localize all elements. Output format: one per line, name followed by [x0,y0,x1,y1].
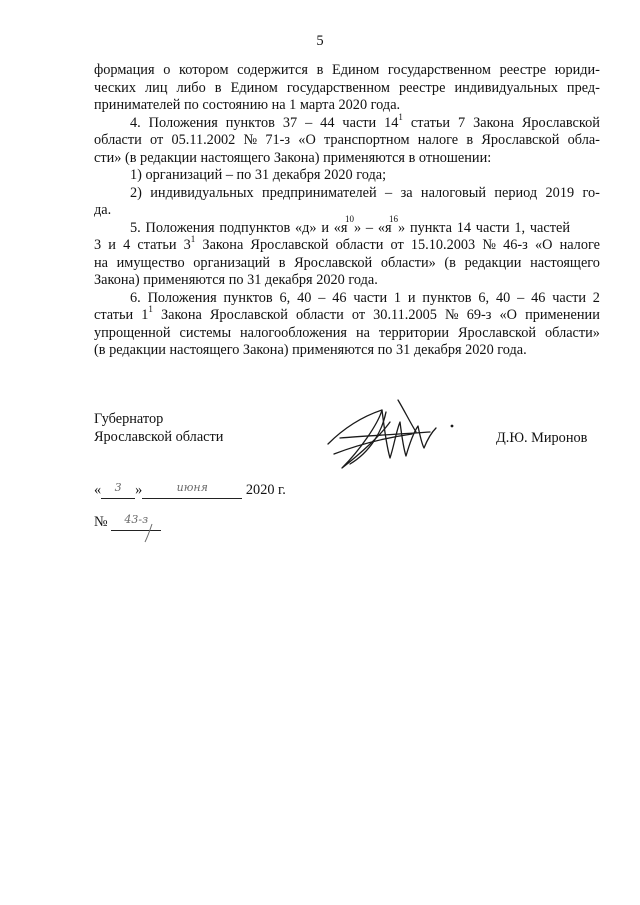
para4-item1: 1) организаций – по 31 декабря 2020 года; [130,167,387,183]
signatory-name: Д.Ю. Миронов [496,430,588,446]
para6-line4: (в редакции настоящего Закона) применяются по 31 декабря 2020 года. [94,342,527,358]
para4-line3: сти» (в редакции настоящего Закона) применяются в отношении: [94,149,492,166]
para4-line1: 4. Положения пунктов 37 – 44 части $14^1$ статьи 7 Закона Ярославской [130,111,600,131]
para6-line2: статьи $1^1$ Закона Ярославской области от 30.11.2005 № 69-з «О применении [94,304,600,323]
para1-line2: ческих лиц либо в Едином государственном реестре индивидуальных пред- [94,79,600,96]
date-day-field: 3 [101,482,135,499]
para5-line3: на имущество организаций в Ярославской области» (в редакции настоящего [94,254,600,271]
para4-line2: области от 05.11.2002 № 71-з «О транспортном налоге в Ярославской обла- [94,132,600,148]
law-text [94,62,600,360]
signature-block [94,410,600,470]
para4-item2-end: да. [94,202,112,218]
para5-line4: Закона) применяются по 31 декабря 2020 года. [94,272,378,288]
signing-date: « $^3$ » $^{июня}$ 2020 г. [94,481,286,498]
para6-line1: 6. Положения пунктов 6, 40 – 46 части 1 и пунктов 6, 40 – 46 части 2 [130,289,600,306]
para5-line2: 3 и 4 статьи $3^1$ Закона Ярославской области от 15.10.2003 № 46-з «О налоге [94,234,600,253]
handwritten-signature [320,392,520,482]
para5-line1: 5. Положения подпунктов «д» и «я $^{10}$ » – «я $^{16}$ » пункта 14 части 1, частей [130,213,570,236]
law-number-field: 43-з [111,514,161,531]
para1-line3: принимателей по состоянию на 1 марта 2020 года. [94,97,401,113]
date-month-field: июня [142,482,242,499]
para6-line3: упрощенной системы налогообложения на территории Ярославской области» [94,324,600,341]
signatory-title: Губернатор Ярославской области [94,411,224,445]
page-number: 5 [316,33,324,49]
law-number: № $^{43-з}$ [94,514,161,531]
para1-line1: формация о котором содержится в Едином государственном реестре юриди- [94,62,600,78]
handwritten-stroke [142,522,156,544]
para4-item2: 2) индивидуальных предпринимателей – за налоговый период 2019 го- [130,184,600,201]
